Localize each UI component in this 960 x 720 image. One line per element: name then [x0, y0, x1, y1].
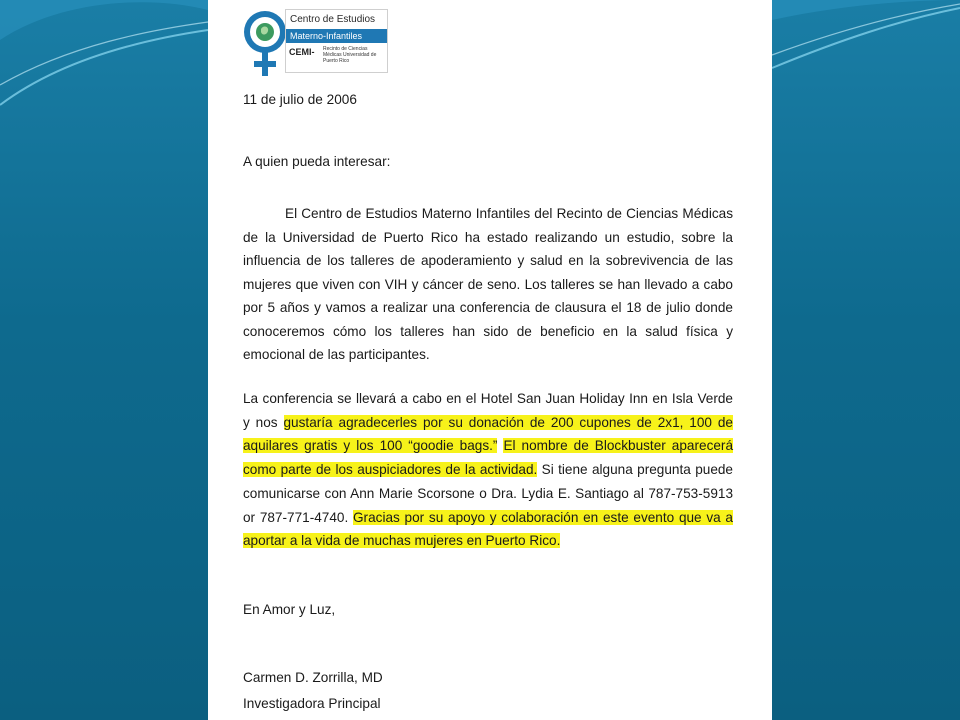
logo-line1: Centro de Estudios: [290, 14, 376, 25]
highlight-donation: gustaría agradecerles por su donación de 200 cupones de 2x1, 100 de aquilares gratis y los 100 “goodie bags.”: [243, 414, 733, 454]
letter-page: [208, 0, 772, 720]
paragraph-2-text-a: La conferencia se llevará a cabo en el Hotel San Juan Holiday Inn en Isla Verde y nos: [243, 391, 733, 430]
signer-name: Carmen D. Zorrilla, MD: [243, 670, 383, 685]
paragraph-1: [243, 202, 733, 367]
signer-title: Investigadora Principal: [243, 696, 381, 711]
logo-text-box: [285, 9, 388, 73]
logo-line2: Materno-Infantiles: [286, 29, 387, 43]
letter-date: 11 de julio de 2006: [243, 92, 357, 107]
paragraph-1-text: El Centro de Estudios Materno Infantiles del Recinto de Ciencias Médicas de la Universidad de Puerto Rico ha estado realizando un estudio, sobre la influencia de los talleres de apoderamiento y salud en la sobrevivencia de las mujeres que viven con VIH y cáncer de seno. Los talleres se han llevado a cabo por 5 años y vamos a realizar una conferencia de clausura el 18 de julio donde conoceremos cómo los talleres han sido de beneficio en la salud física y emocional de las participantes.: [243, 206, 733, 362]
highlight-thanks: Gracias por su apoyo y colaboración en este evento que va a aportar a la vida de muchas mujeres en Puerto Rico.: [243, 509, 733, 549]
cemi-logo: [241, 6, 387, 80]
paragraph-2: [243, 387, 733, 553]
paragraph-2-text-c: Si tiene alguna pregunta puede comunicarse con Ann Marie Scorsone o Dra. Lydia E. Santiago al 787-753-5913 or 787-771-4740.: [243, 462, 733, 525]
logo-acronym: CEMI-: [289, 47, 315, 57]
logo-subtitle: Recinto de Ciencias Médicas Universidad de Puerto Rico: [323, 46, 377, 64]
letter-greeting: A quien pueda interesar:: [243, 154, 391, 169]
female-symbol-icon: [241, 6, 289, 80]
letter-closing: En Amor y Luz,: [243, 602, 336, 617]
highlight-sponsor: El nombre de Blockbuster aparecerá como parte de los auspiciadores de la actividad.: [243, 438, 734, 478]
